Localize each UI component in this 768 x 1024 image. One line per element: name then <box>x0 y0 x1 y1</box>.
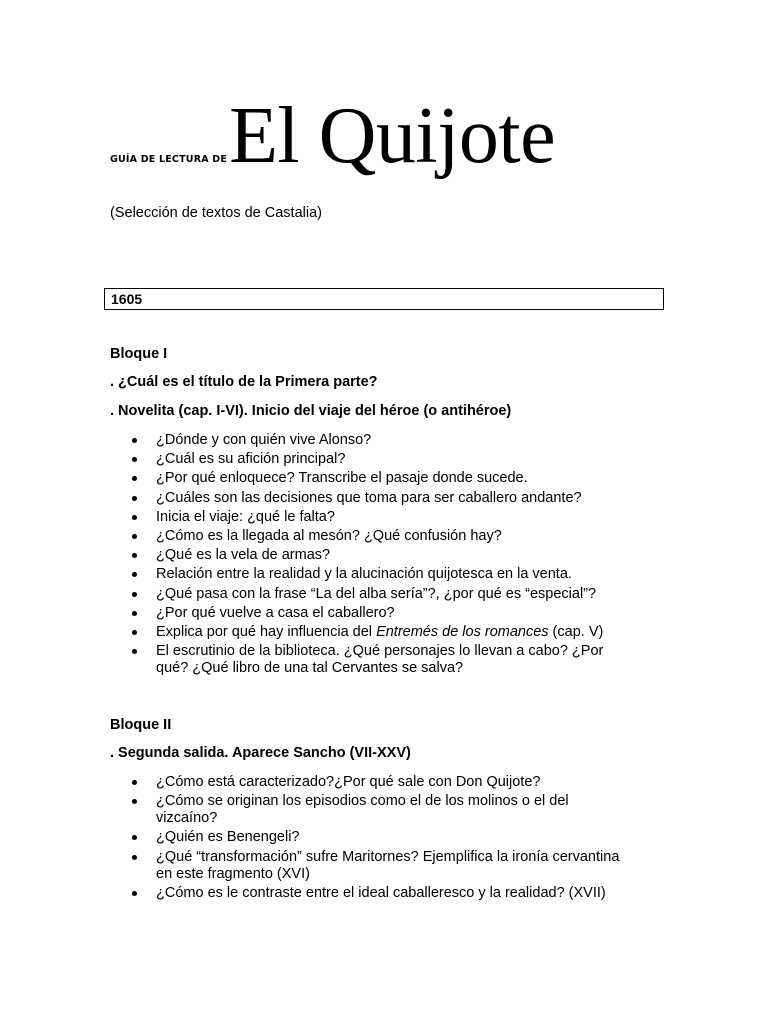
subtitle: (Selección de textos de Castalia) <box>110 205 322 221</box>
list-item-entremes <box>110 624 630 641</box>
year-box <box>104 288 664 310</box>
list-item: ¿Qué pasa con la frase “La del alba sería”?, ¿por qué es “especial”? <box>110 586 630 603</box>
title-row <box>110 92 556 180</box>
year-label: 1605 <box>111 291 143 307</box>
segunda-salida-heading: . Segunda salida. Aparece Sancho (VII-XXV) <box>110 745 411 761</box>
novelita-heading: . Novelita (cap. I-VI). Inicio del viaje del héroe (o antihéroe) <box>110 403 512 419</box>
list-item: ¿Cómo está caracterizado?¿Por qué sale con Don Quijote? <box>110 774 630 791</box>
list-item: Inicia el viaje: ¿qué le falta? <box>110 509 630 526</box>
book-title: El Quijote <box>229 92 556 180</box>
entremes-italic-title: Entremés de los romances <box>376 623 549 640</box>
list-item: ¿Cómo se originan los episodios como el de los molinos o el del vizcaíno? <box>110 793 630 827</box>
bloque-2-heading: Bloque II <box>110 717 172 733</box>
bloque-1-heading: Bloque I <box>110 346 168 362</box>
list-item: ¿Cómo es le contraste entre el ideal caballeresco y la realidad? (XVII) <box>110 885 630 902</box>
bloque-1-question-list <box>110 432 630 679</box>
list-item: ¿Qué “transformación” sufre Maritornes? Ejemplifica la ironía cervantina en este fragmento (XVI) <box>110 849 630 883</box>
list-item: ¿Quién es Benengeli? <box>110 829 630 846</box>
list-item: ¿Cuáles son las decisiones que toma para ser caballero andante? <box>110 490 630 507</box>
list-item-escrutinio: El escrutinio de la biblioteca. ¿Qué personajes lo llevan a cabo? ¿Por qué? ¿Qué libro de una tal Cervantes se salva? <box>110 643 630 677</box>
bloque-2-question-list <box>110 774 630 904</box>
list-item: ¿Cuál es su afición principal? <box>110 451 630 468</box>
list-item: ¿Qué es la vela de armas? <box>110 547 630 564</box>
list-item: ¿Por qué vuelve a casa el caballero? <box>110 605 630 622</box>
guide-prefix: GUÍA DE LECTURA DE <box>110 154 228 165</box>
list-item: ¿Cómo es la llegada al mesón? ¿Qué confusión hay? <box>110 528 630 545</box>
list-item: ¿Por qué enloquece? Transcribe el pasaje donde sucede. <box>110 470 630 487</box>
entremes-text-after: (cap. V) <box>548 623 604 640</box>
list-item: Relación entre la realidad y la alucinación quijotesca en la venta. <box>110 566 630 583</box>
list-item: ¿Dónde y con quién vive Alonso? <box>110 432 630 449</box>
entremes-text-before: Explica por qué hay influencia del <box>156 623 377 640</box>
question-title-heading: . ¿Cuál es el título de la Primera parte? <box>110 374 378 390</box>
